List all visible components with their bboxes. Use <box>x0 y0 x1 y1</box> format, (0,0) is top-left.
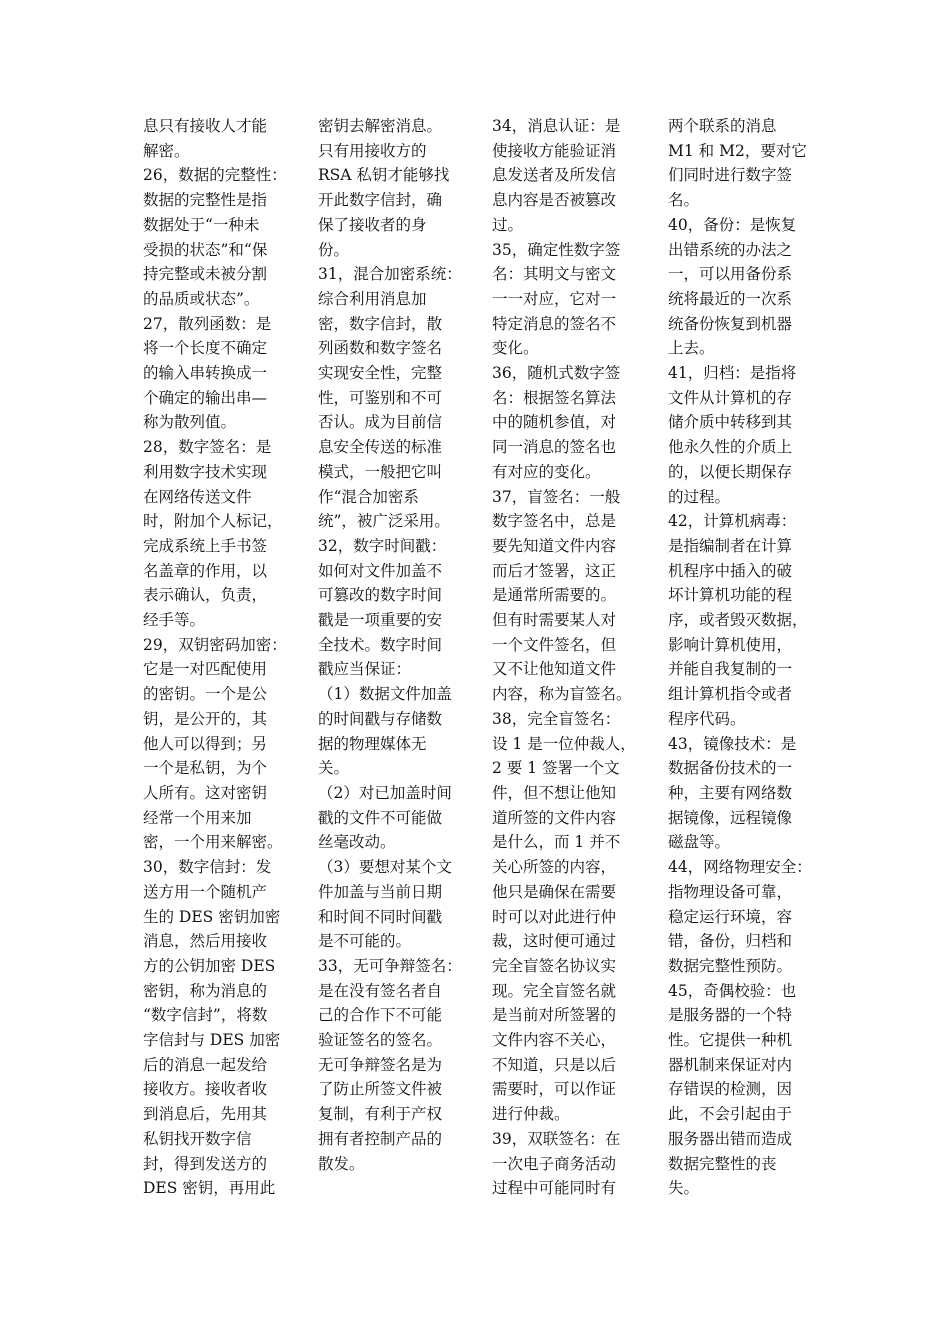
text-line: 服务器出错而造成 <box>668 1129 793 1148</box>
text-line: 利用数字技术实现 <box>143 462 268 481</box>
text-line: 设 1 是一位仲裁人， <box>492 734 636 753</box>
text-line: 是当前对所签署的 <box>492 1006 617 1025</box>
text-line: 储介质中转移到其 <box>668 413 793 432</box>
text-line: 表示确认，负责， <box>143 586 268 605</box>
text-line: 己的合作下不可能 <box>318 1006 443 1025</box>
text-line: 到消息后，先用其 <box>143 1105 268 1124</box>
text-line: 数字签名中，总是 <box>492 512 617 531</box>
text-column-4 <box>668 114 833 1201</box>
text-line: 和时间不同时间戳 <box>318 907 443 926</box>
text-line: 的，以便长期保存 <box>668 462 793 481</box>
text-line: 统将最近的一次系 <box>668 289 793 308</box>
text-line: 同一消息的签名也 <box>492 438 617 457</box>
text-line: 进行仲裁。 <box>492 1105 570 1124</box>
text-line: 关。 <box>318 759 350 778</box>
text-line: 他只是确保在需要 <box>492 882 617 901</box>
text-line: 解密。 <box>143 141 190 160</box>
text-line: 件，但不想让他知 <box>492 783 617 802</box>
text-line: 中的随机参值，对 <box>492 413 617 432</box>
text-line: 稳定运行环境，容 <box>668 907 793 926</box>
text-line: 此，不会引起由于 <box>668 1105 793 1124</box>
text-line: 36，随机式数字签 <box>492 364 621 383</box>
text-line: 他永久性的介质上 <box>668 438 793 457</box>
text-line: 而后才签署，这正 <box>492 561 617 580</box>
text-line: 又不让他知道文件 <box>492 660 617 679</box>
text-line: 道所签的文件内容 <box>492 808 617 827</box>
text-line: 统备份恢复到机器 <box>668 314 793 333</box>
text-line: 过。 <box>492 215 524 234</box>
text-line: 复制，有利于产权 <box>318 1105 443 1124</box>
text-line: 的过程。 <box>668 487 731 506</box>
text-line: 是通常所需要的。 <box>492 586 617 605</box>
text-line: 数据备份技术的一 <box>668 759 793 778</box>
text-line: 验证签名的签名。 <box>318 1031 443 1050</box>
text-line: 受损的状态”和“保 <box>143 240 268 259</box>
text-line: 31，混合加密系统： <box>318 265 462 284</box>
text-line: 42，计算机病毒： <box>668 512 797 531</box>
text-column-3 <box>492 114 657 1201</box>
text-line: 后的消息一起发给 <box>143 1055 268 1074</box>
text-line: 使接收方能验证消 <box>492 141 617 160</box>
text-line: 密，一个用来解密。 <box>143 833 283 852</box>
text-line: 是指编制者在计算 <box>668 536 793 555</box>
text-line: 2 要 1 签署一个文 <box>492 759 620 778</box>
text-line: 作“混合加密系 <box>318 487 419 506</box>
text-line: 是在没有签名者自 <box>318 981 443 1000</box>
text-line: 数据的完整性是指 <box>143 191 268 210</box>
text-line: 完成系统上手书签 <box>143 536 268 555</box>
text-line: 35，确定性数字签 <box>492 240 621 259</box>
text-line: 名。 <box>668 191 700 210</box>
text-line: 一个是私钥，为个 <box>143 759 268 778</box>
text-line: 一一对应，它对一 <box>492 289 617 308</box>
text-line: 并能自我复制的一 <box>668 660 793 679</box>
text-line: 文件内容不关心， <box>492 1031 617 1050</box>
text-line: DES 密钥，再用此 <box>143 1179 276 1198</box>
text-line: 模式，一般把它叫 <box>318 462 443 481</box>
text-line: 只有用接收方的 <box>318 141 427 160</box>
text-line: 40，备份：是恢复 <box>668 215 797 234</box>
text-line: 们同时进行数字签 <box>668 166 793 185</box>
text-line: 封，得到发送方的 <box>143 1154 268 1173</box>
text-line: 息发送者及所发信 <box>492 166 617 185</box>
text-line: “数字信封”，将数 <box>143 1006 268 1025</box>
text-line: 28，数字签名：是 <box>143 438 272 457</box>
text-line: （3）要想对某个文 <box>318 858 452 877</box>
text-line: 字信封与 DES 加密 <box>143 1031 281 1050</box>
text-line: 戳是一项重要的安 <box>318 611 443 630</box>
text-column-1 <box>143 114 308 1201</box>
text-line: 现。完全盲签名就 <box>492 981 617 1000</box>
text-line: 失。 <box>668 1179 700 1198</box>
text-line: 要先知道文件内容 <box>492 536 617 555</box>
text-line: （1）数据文件加盖 <box>318 685 452 704</box>
text-line: 组计算机指令或者 <box>668 685 793 704</box>
text-line: 保了接收者的身 <box>318 215 427 234</box>
text-line: 如何对文件加盖不 <box>318 561 443 580</box>
text-line: 息安全传送的标准 <box>318 438 443 457</box>
text-line: 需要时，可以作证 <box>492 1080 617 1099</box>
text-line: 26，数据的完整性： <box>143 166 287 185</box>
text-line: 上去。 <box>668 339 715 358</box>
text-line: 丝毫改动。 <box>318 833 396 852</box>
text-line: 30，数字信封：发 <box>143 858 272 877</box>
text-line: 时，附加个人标记， <box>143 512 283 531</box>
text-line: 综合利用消息加 <box>318 289 427 308</box>
text-line: 是不可能的。 <box>318 932 412 951</box>
text-line: 种，主要有网络数 <box>668 783 793 802</box>
text-line: 名盖章的作用，以 <box>143 561 268 580</box>
text-line: 有对应的变化。 <box>492 462 601 481</box>
text-line: 可篡改的数字时间 <box>318 586 443 605</box>
text-line: 出错系统的办法之 <box>668 240 793 259</box>
text-line: 数据完整性预防。 <box>668 956 793 975</box>
text-line: 拥有者控制产品的 <box>318 1129 443 1148</box>
text-line: 38，完全盲签名： <box>492 709 621 728</box>
text-line: 称为散列值。 <box>143 413 237 432</box>
text-line: 的品质或状态”。 <box>143 289 260 308</box>
text-line: 名：根据签名算法 <box>492 388 617 407</box>
text-line: 37，盲签名：一般 <box>492 487 621 506</box>
text-line: 息内容是否被篡改 <box>492 191 617 210</box>
text-line: 错，备份，归档和 <box>668 932 793 951</box>
text-line: 裁，这时便可通过 <box>492 932 617 951</box>
text-line: 息只有接收人才能 <box>143 117 268 135</box>
text-line: 私钥找开数字信 <box>143 1129 252 1148</box>
text-line: 钥，是公开的，其 <box>143 709 268 728</box>
text-line: 在网络传送文件 <box>143 487 252 506</box>
text-line: 的密钥。一个是公 <box>143 685 268 704</box>
text-line: 它是一对匹配使用 <box>143 660 268 679</box>
text-line: 据的物理媒体无 <box>318 734 427 753</box>
text-line: 完全盲签名协议实 <box>492 956 617 975</box>
text-line: 43，镜像技术：是 <box>668 734 797 753</box>
text-line: 的时间戳与存储数 <box>318 709 443 728</box>
text-line: 件加盖与当前日期 <box>318 882 443 901</box>
text-line: 密钥去解密消息。 <box>318 117 443 135</box>
text-line: 29，双钥密码加密： <box>143 635 287 654</box>
text-line: 内容，称为盲签名。 <box>492 685 632 704</box>
text-line: （2）对已加盖时间 <box>318 783 452 802</box>
text-line: 列函数和数字签名 <box>318 339 443 358</box>
text-line: 关心所签的内容， <box>492 858 617 877</box>
text-line: 但有时需要某人对 <box>492 611 617 630</box>
text-line: 坏计算机功能的程 <box>668 586 793 605</box>
text-line: 戳的文件不可能做 <box>318 808 443 827</box>
text-line: 了防止所签文件被 <box>318 1080 443 1099</box>
text-line: 41，归档：是指将 <box>668 364 797 383</box>
text-line: 27，散列函数：是 <box>143 314 272 333</box>
text-line: 一次电子商务活动 <box>492 1154 617 1173</box>
text-line: 据镜像，远程镜像 <box>668 808 793 827</box>
text-line: 磁盘等。 <box>668 833 731 852</box>
text-line: 经常一个用来加 <box>143 808 252 827</box>
text-line: 名：其明文与密文 <box>492 265 617 284</box>
text-line: 他人可以得到；另 <box>143 734 268 753</box>
text-line: M1 和 M2，要对它 <box>668 141 807 160</box>
text-line: 戳应当保证： <box>318 660 412 679</box>
text-line: 全技术。数字时间 <box>318 635 443 654</box>
text-line: 一，可以用备份系 <box>668 265 793 284</box>
text-line: 一个文件签名，但 <box>492 635 617 654</box>
text-line: 过程中可能同时有 <box>492 1179 617 1198</box>
text-line: 是服务器的一个特 <box>668 1006 793 1025</box>
text-line: 机程序中插入的破 <box>668 561 793 580</box>
text-line: 密，数字信封，散 <box>318 314 443 333</box>
text-line: 送方用一个随机产 <box>143 882 268 901</box>
text-line: 特定消息的签名不 <box>492 314 617 333</box>
text-line: 34，消息认证：是 <box>492 117 621 135</box>
text-line: 33，无可争辩签名： <box>318 956 462 975</box>
text-line: 是什么，而 1 并不 <box>492 833 621 852</box>
text-line: RSA 私钥才能够找 <box>318 166 450 185</box>
text-line: 人所有。这对密钥 <box>143 783 268 802</box>
text-line: 个确定的输出串— <box>143 388 268 407</box>
text-line: 数据处于“一种未 <box>143 215 260 234</box>
text-line: 文件从计算机的存 <box>668 388 793 407</box>
text-line: 性，可鉴别和不可 <box>318 388 443 407</box>
text-line: 变化。 <box>492 339 539 358</box>
text-line: 序，或者毁灭数据， <box>668 611 808 630</box>
text-line: 性。它提供一种机 <box>668 1031 793 1050</box>
text-line: 方的公钥加密 DES <box>143 956 276 975</box>
text-line: 持完整或未被分割 <box>143 265 268 284</box>
text-line: 39，双联签名：在 <box>492 1129 621 1148</box>
text-line: 无可争辩签名是为 <box>318 1055 443 1074</box>
text-line: 影响计算机使用， <box>668 635 793 654</box>
text-column-2 <box>318 114 483 1176</box>
text-line: 份。 <box>318 240 350 259</box>
text-line: 程序代码。 <box>668 709 746 728</box>
text-line: 32，数字时间戳： <box>318 536 447 555</box>
text-line: 数据完整性的丧 <box>668 1154 777 1173</box>
text-line: 器机制来保证对内 <box>668 1055 793 1074</box>
text-line: 经手等。 <box>143 611 206 630</box>
text-line: 接收方。接收者收 <box>143 1080 268 1099</box>
text-line: 44，网络物理安全： <box>668 858 812 877</box>
text-line: 密钥，称为消息的 <box>143 981 268 1000</box>
text-line: 两个联系的消息 <box>668 117 777 135</box>
text-line: 存错误的检测，因 <box>668 1080 793 1099</box>
text-line: 统”，被广泛采用。 <box>318 512 450 531</box>
text-line: 将一个长度不确定 <box>143 339 268 358</box>
text-line: 消息，然后用接收 <box>143 932 268 951</box>
text-line: 45，奇偶校验：也 <box>668 981 797 1000</box>
text-line: 实现安全性，完整 <box>318 364 443 383</box>
text-line: 指物理设备可靠， <box>668 882 793 901</box>
text-line: 否认。成为目前信 <box>318 413 443 432</box>
text-line: 散发。 <box>318 1154 365 1173</box>
text-line: 不知道，只是以后 <box>492 1055 617 1074</box>
text-line: 生的 DES 密钥加密 <box>143 907 281 926</box>
text-line: 时可以对此进行仲 <box>492 907 617 926</box>
text-line: 开此数字信封，确 <box>318 191 443 210</box>
text-line: 的输入串转换成一 <box>143 364 268 383</box>
